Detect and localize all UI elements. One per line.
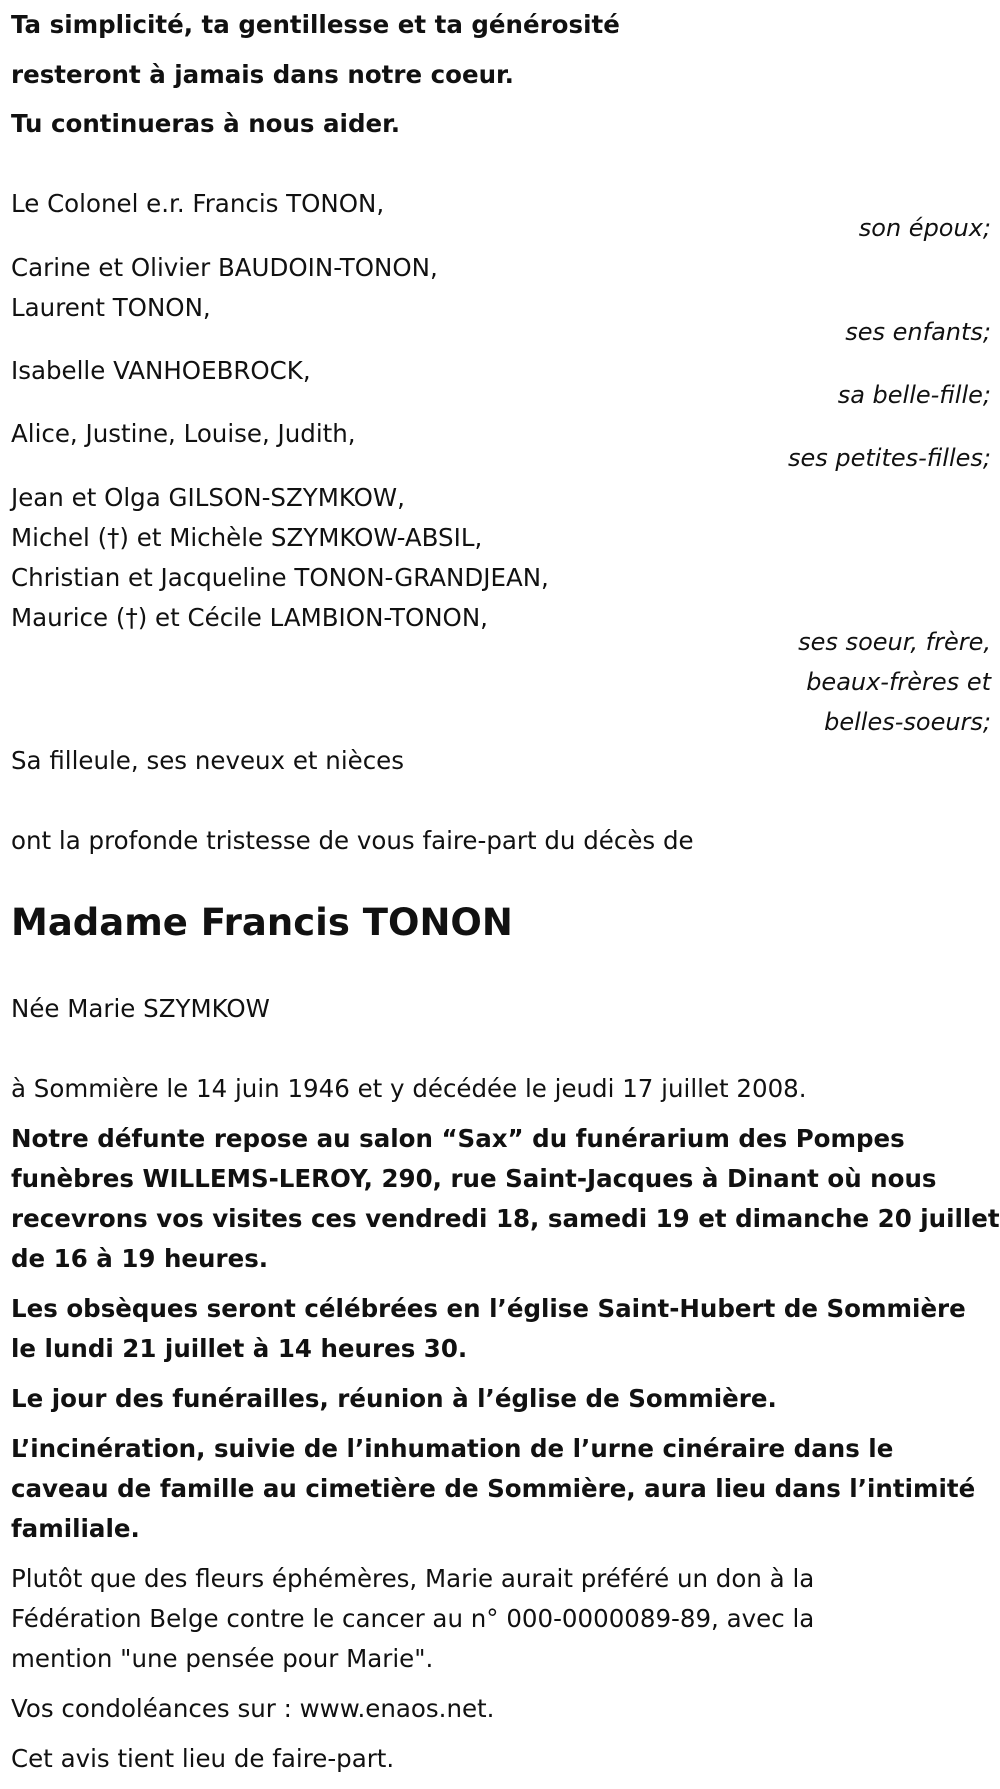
cremation-line-2: caveau de famille au cimetière de Sommière, aura lieu dans l’intimité (11, 1474, 976, 1503)
intro-line-1: Ta simplicité, ta gentillesse et ta générosité (11, 10, 620, 39)
sibling-line-4: Maurice (†) et Cécile LAMBION-TONON, (11, 603, 488, 632)
intro-line-3: Tu continueras à nous aider. (11, 109, 400, 138)
cremation-line-3: familiale. (11, 1514, 140, 1543)
deceased-title: Madame Francis TONON (11, 901, 513, 944)
donation-line-3: mention "une pensée pour Marie". (11, 1644, 434, 1673)
closing-line: Cet avis tient lieu de faire-part. (11, 1744, 395, 1773)
sibling-line-2: Michel (†) et Michèle SZYMKOW-ABSIL, (11, 523, 483, 552)
spouse-name: Le Colonel e.r. Francis TONON, (11, 189, 385, 218)
rest-line-2: funèbres WILLEMS-LEROY, 290, rue Saint-Jacques à Dinant où nous (11, 1164, 937, 1193)
rest-line-4: de 16 à 19 heures. (11, 1244, 269, 1273)
siblings-relation-3: belles-soeurs; (824, 708, 991, 736)
child-name-1: Carine et Olivier BAUDOIN-TONON, (11, 253, 438, 282)
granddaughters-relation: ses petites-filles; (787, 444, 991, 472)
rest-line-3: recevrons vos visites ces vendredi 18, samedi 19 et dimanche 20 juillet (11, 1204, 1000, 1233)
daughter-in-law-relation: sa belle-fille; (837, 381, 991, 409)
intro-line-2: resteront à jamais dans notre coeur. (11, 60, 514, 89)
announcement-line: ont la profonde tristesse de vous faire-part du décès de (11, 826, 694, 855)
granddaughters-names: Alice, Justine, Louise, Judith, (11, 419, 356, 448)
donation-line-2: Fédération Belge contre le cancer au n° 000-0000089-89, avec la (11, 1604, 815, 1633)
funeral-line-1: Les obsèques seront célébrées en l’église Saint-Hubert de Sommière (11, 1294, 966, 1323)
spouse-relation: son époux; (858, 214, 991, 242)
meeting-line: Le jour des funérailles, réunion à l’église de Sommière. (11, 1384, 777, 1413)
condolences-line: Vos condoléances sur : www.enaos.net. (11, 1694, 495, 1723)
siblings-relation-1: ses soeur, frère, (798, 628, 991, 656)
siblings-relation-2: beaux-frères et (806, 668, 991, 696)
godchild-line: Sa filleule, ses neveux et nièces (11, 746, 405, 775)
funeral-line-2: le lundi 21 juillet à 14 heures 30. (11, 1334, 468, 1363)
cremation-line-1: L’incinération, suivie de l’inhumation de l’urne cinéraire dans le (11, 1434, 894, 1463)
donation-line-1: Plutôt que des fleurs éphémères, Marie aurait préféré un don à la (11, 1564, 815, 1593)
sibling-line-3: Christian et Jacqueline TONON-GRANDJEAN, (11, 563, 549, 592)
birth-death-dates: à Sommière le 14 juin 1946 et y décédée le jeudi 17 juillet 2008. (11, 1074, 807, 1103)
sibling-line-1: Jean et Olga GILSON-SZYMKOW, (11, 483, 405, 512)
child-name-2: Laurent TONON, (11, 293, 211, 322)
children-relation: ses enfants; (845, 318, 991, 346)
rest-line-1: Notre défunte repose au salon “Sax” du funérarium des Pompes (11, 1124, 905, 1153)
maiden-name: Née Marie SZYMKOW (11, 994, 270, 1023)
daughter-in-law-name: Isabelle VANHOEBROCK, (11, 356, 311, 385)
